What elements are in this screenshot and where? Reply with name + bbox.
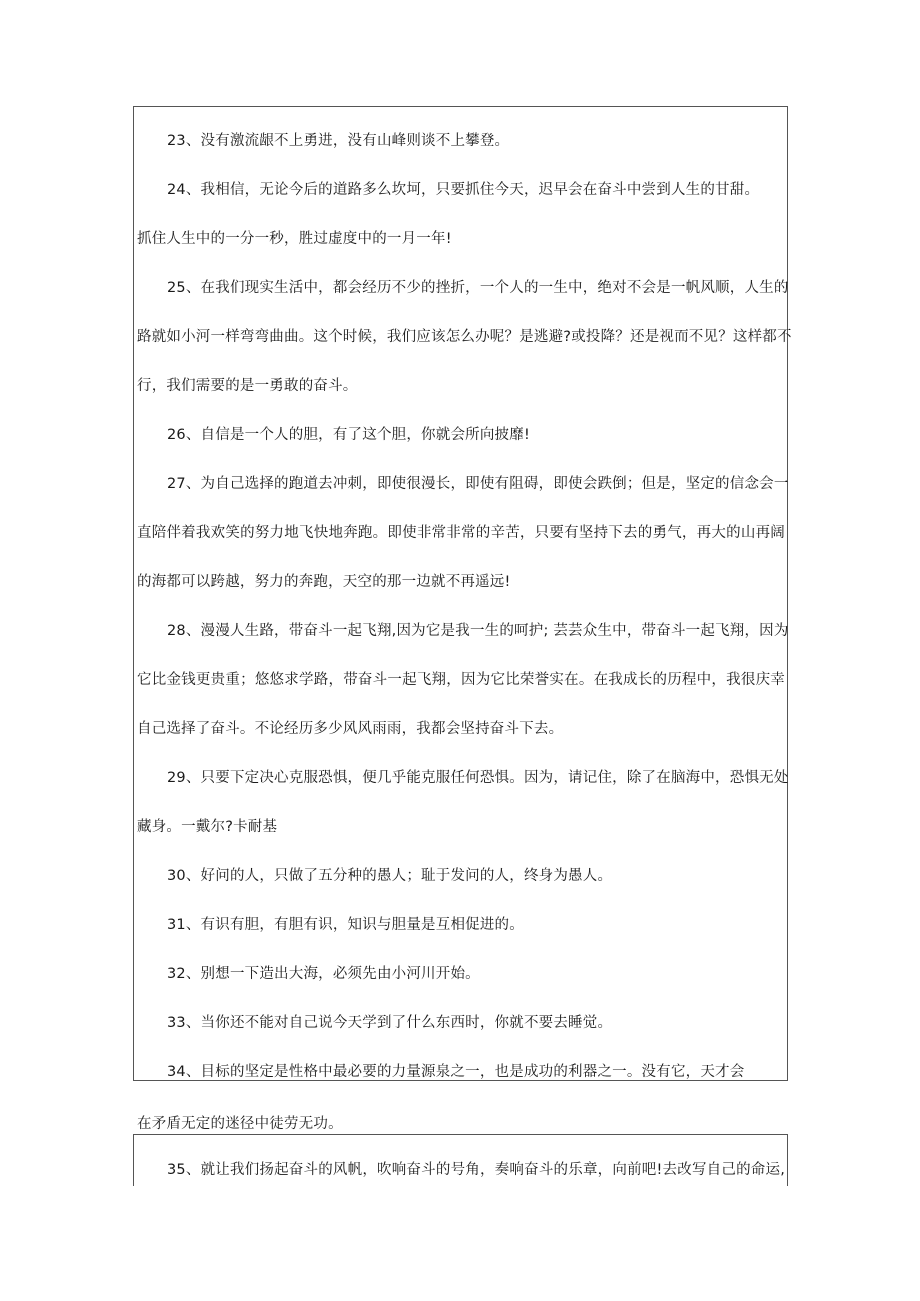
quote-25-line-3: 行，我们需要的是一勇敢的奋斗。 [137, 378, 358, 394]
quote-27-line-1: 27、为自己选择的跑道去冲刺，即使很漫长，即使有阻碍，即使会跌倒；但是，坚定的信念会一 [167, 476, 789, 492]
quote-24-line-2: 抓住人生中的一分一秒，胜过虚度中的一月一年! [137, 231, 452, 247]
quote-26: 26、自信是一个人的胆，有了这个胆，你就会所向披靡! [167, 427, 530, 443]
quote-34-line-1: 34、目标的坚定是性格中最必要的力量源泉之一，也是成功的利器之一。没有它，天才会 [167, 1064, 745, 1080]
quote-27-line-2: 直陪伴着我欢笑的努力地飞快地奔跑。即使非常非常的辛苦，只要有坚持下去的勇气，再大的山再阔 [137, 525, 785, 541]
quote-30: 30、好问的人，只做了五分种的愚人；耻于发问的人，终身为愚人。 [167, 868, 613, 884]
quote-27-line-3: 的海都可以跨越，努力的奔跑，天空的那一边就不再遥远! [137, 574, 511, 590]
quote-28-line-1: 28、漫漫人生路，带奋斗一起飞翔,因为它是我一生的呵护; 芸芸众生中，带奋斗一起飞翔，因为 [167, 623, 789, 639]
quote-32: 32、别想一下造出大海，必须先由小河川开始。 [167, 966, 480, 982]
quote-25-line-1: 25、在我们现实生活中，都会经历不少的挫折，一个人的一生中，绝对不会是一帆风顺，人生的 [167, 280, 789, 296]
quote-28-line-2: 它比金钱更贵重；悠悠求学路，带奋斗一起飞翔，因为它比荣誉实在。在我成长的历程中，我很庆幸 [137, 672, 785, 688]
quote-34-line-2: 在矛盾无定的迷径中徒劳无功。 [137, 1116, 343, 1132]
quote-35-line-1: 35、就让我们扬起奋斗的风帆，吹响奋斗的号角，奏响奋斗的乐章，向前吧!去改写自己的命运, [167, 1162, 785, 1178]
quote-24-line-1: 24、我相信，无论今后的道路多么坎坷，只要抓住今天，迟早会在奋斗中尝到人生的甘甜。 [167, 182, 760, 198]
quote-29-line-1: 29、只要下定决心克服恐惧，便几乎能克服任何恐惧。因为，请记住，除了在脑海中，恐惧无处 [167, 770, 789, 786]
quote-31: 31、有识有胆，有胆有识，知识与胆量是互相促进的。 [167, 917, 524, 933]
quote-25-line-2: 路就如小河一样弯弯曲曲。这个时候，我们应该怎么办呢？是逃避?或投降？还是视而不见？这样都不 [137, 329, 792, 345]
quote-28-line-3: 自己选择了奋斗。不论经历多少风风雨雨，我都会坚持奋斗下去。 [137, 721, 564, 737]
quote-29-line-2: 藏身。一戴尔?卡耐基 [137, 819, 278, 835]
quote-33: 33、当你还不能对自己说今天学到了什么东西时，你就不要去睡觉。 [167, 1015, 613, 1031]
quote-23: 23、没有激流龈不上勇进，没有山峰则谈不上攀登。 [167, 133, 510, 149]
